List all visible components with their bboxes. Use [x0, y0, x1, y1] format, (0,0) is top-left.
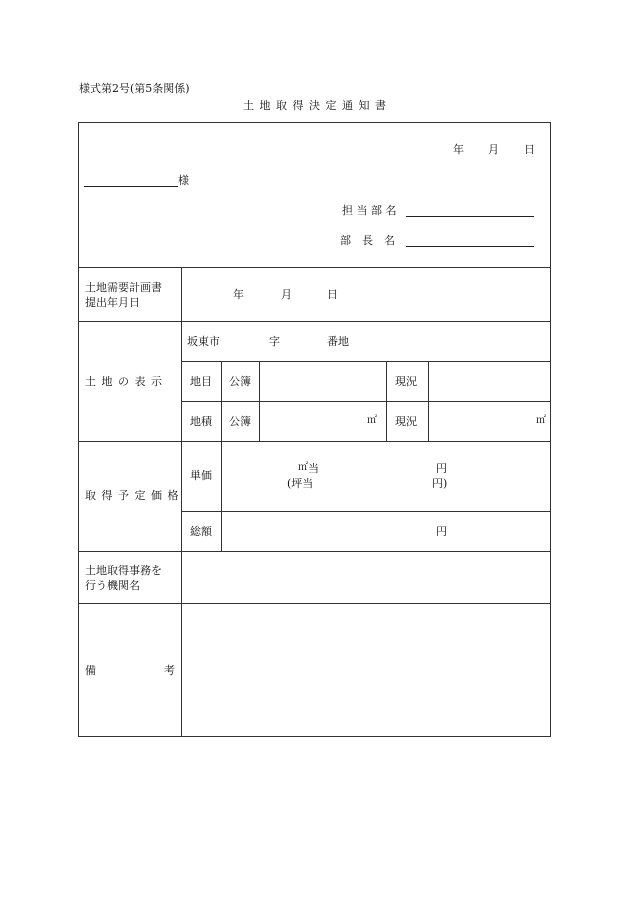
- tsubo-price-label: (坪当: [287, 477, 314, 490]
- remarks-label-right: 考: [164, 664, 175, 677]
- chimoku-kobo-label: 公簿: [229, 375, 251, 388]
- divider: [78, 551, 551, 552]
- divider: [78, 603, 551, 604]
- plan-date-month-label: 月: [281, 288, 292, 301]
- dept-name-label: 担 当 部 名: [342, 204, 397, 217]
- unit-price-yen: 円: [436, 462, 447, 475]
- chiseki-genkyo-label: 現況: [395, 415, 417, 428]
- divider: [221, 361, 222, 441]
- divider: [78, 321, 551, 322]
- total-price-yen: 円: [436, 525, 447, 538]
- divider: [259, 361, 260, 441]
- recipient-name-line[interactable]: [84, 186, 178, 187]
- manager-name-label: 部 長 名: [340, 234, 395, 247]
- total-price-label: 総額: [190, 525, 212, 538]
- agency-label-line1: 土地取得事務を: [85, 564, 162, 577]
- plan-date-day-label: 日: [327, 288, 338, 301]
- divider: [428, 361, 429, 441]
- chimoku-label: 地目: [190, 375, 212, 388]
- chiseki-kobo-unit: ㎡: [367, 415, 377, 426]
- date-month-label: 月: [488, 143, 499, 156]
- recipient-suffix: 様: [178, 174, 189, 187]
- chimoku-genkyo-label: 現況: [395, 375, 417, 388]
- land-city: 坂東市: [187, 335, 220, 348]
- divider: [386, 361, 387, 441]
- date-day-label: 日: [524, 143, 535, 156]
- chiseki-genkyo-unit: ㎡: [536, 415, 546, 426]
- plan-date-label-line1: 土地需要計画書: [85, 281, 162, 294]
- divider: [221, 441, 222, 551]
- land-aza: 字: [269, 335, 280, 348]
- divider: [78, 441, 551, 442]
- land-label: 土 地 の 表 示: [85, 375, 163, 388]
- date-year-label: 年: [453, 143, 464, 156]
- divider: [181, 361, 551, 362]
- form-number: 様式第2号(第5条関係): [79, 82, 190, 95]
- divider: [181, 511, 551, 512]
- document-title: 土 地 取 得 決 定 通 知 書: [243, 99, 387, 112]
- tsubo-price-yen: 円): [432, 477, 448, 490]
- agency-label-line2: 行う機関名: [85, 579, 140, 592]
- plan-date-label-line2: 提出年月日: [85, 296, 140, 309]
- land-banchi: 番地: [327, 335, 349, 348]
- plan-date-year-label: 年: [233, 288, 244, 301]
- unit-price-label: 単価: [190, 469, 212, 482]
- manager-name-line[interactable]: [406, 246, 534, 247]
- unit-price-per: 当: [308, 462, 319, 475]
- price-label: 取 得 予 定 価 格: [85, 489, 180, 502]
- form-table: [78, 122, 551, 737]
- divider: [78, 267, 551, 268]
- remarks-label-left: 備: [85, 664, 96, 677]
- label-column-divider: [181, 267, 182, 737]
- unit-price-m2: ㎡: [298, 462, 308, 473]
- divider: [181, 401, 551, 402]
- chiseki-label: 地積: [190, 415, 212, 428]
- dept-name-line[interactable]: [406, 216, 534, 217]
- chiseki-kobo-label: 公簿: [229, 415, 251, 428]
